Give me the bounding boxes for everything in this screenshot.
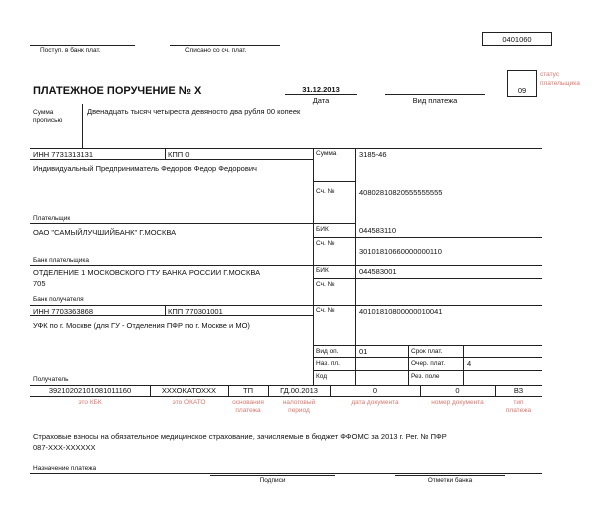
reserve-label: Рез. поле (411, 373, 440, 380)
kbk-value: 39210202101081011160 (48, 386, 132, 395)
code-label: Код (316, 373, 328, 380)
debited-line (170, 45, 280, 46)
amount-words-divider (82, 104, 83, 148)
debited-label: Списано со сч. плат. (185, 47, 247, 54)
payer-name: Индивидуальный Предприниматель Федоров Федор Федорович (33, 164, 257, 173)
status-value: 09 (517, 86, 527, 95)
rule-payer-kpp (165, 148, 166, 159)
status-note-1: статус (540, 71, 560, 78)
rule-fields-bottom (30, 396, 542, 397)
rule-payer-bank (30, 265, 542, 266)
rule-side-right (463, 345, 464, 385)
purpose-text-1: Страховые взносы на обязательное медицинское страхование, зачисляемые в бюджет ФФОМС за 2013 г. Рег. № ПФР (33, 432, 447, 441)
rule-bank-marks (395, 475, 505, 476)
payer-bank-name: ОАО "САМЫЙЛУЧШИЙБАНК" Г.МОСКВА (33, 228, 177, 237)
rule-main-left (313, 148, 314, 385)
amount-value: 3185-46 (359, 150, 387, 159)
purpose-label: Назначение платежа (33, 465, 97, 472)
okato-note: это ОКАТО (172, 399, 206, 406)
rule-recipient-kpp (165, 305, 166, 315)
doc-date-note: дата документа (351, 399, 399, 406)
page-title: ПЛАТЕЖНОЕ ПОРУЧЕНИЕ № Х (33, 85, 202, 97)
doc-number-note: номер документа (431, 399, 484, 406)
pay-type-value: ВЗ (513, 386, 524, 395)
rule-side-mid (408, 345, 409, 385)
date-value: 31.12.2013 (302, 85, 340, 94)
payer-corr-account: 30101810660000000110 (359, 247, 442, 256)
received-line (30, 45, 135, 46)
basis-value: ТП (243, 386, 253, 395)
op-type-value: 01 (359, 347, 368, 356)
recipient-name: УФК по г. Москве (для ГУ - Отделения ПФР по г. Москве и МО) (33, 321, 250, 330)
rule-purpose (30, 473, 542, 474)
rule-signatures (210, 475, 335, 476)
rule-recipient-bank (30, 305, 542, 306)
payment-type-line (385, 94, 485, 95)
kbk-note: это КБК (78, 399, 102, 406)
amount-words-label-2: прописью (33, 117, 63, 124)
bank-marks-label: Отметки банка (427, 477, 473, 484)
rule-payer-top (30, 148, 542, 149)
signatures-label: Подписи (259, 477, 286, 484)
recipient-account: 40101810800000010041 (359, 307, 443, 316)
recipient-bank-name-2: 705 (33, 279, 46, 288)
payer-account-label: Сч. № (316, 188, 335, 195)
recipient-label: Получатель (33, 376, 69, 383)
amount-words: Двенадцать тысяч четыреста девяносто два рубля 00 копеек (87, 107, 301, 116)
rule-code (313, 370, 542, 371)
basis-note-2: платежа (235, 407, 261, 414)
period-note-1: налоговый (282, 399, 316, 406)
recipient-bik-label: БИК (316, 267, 329, 274)
recipient-bank-label: Банк получателя (33, 296, 84, 303)
basis-note-1: основания (232, 399, 264, 406)
payer-bik: 044583110 (359, 226, 396, 235)
date-label: Дата (312, 96, 330, 105)
rule-main-right (355, 148, 356, 385)
doc-number-value: 0 (455, 386, 460, 395)
purpose-code-label: Наз. пл. (316, 360, 340, 367)
rule-bik2 (313, 278, 542, 279)
period-note-2: период (288, 407, 310, 414)
doc-date-value: 0 (372, 386, 378, 395)
due-date-label: Срок плат. (411, 348, 443, 355)
recipient-bank-name-1: ОТДЕЛЕНИЕ 1 МОСКОВСКОГО ГТУ БАНКА РОССИИ Г.МОСКВА (33, 268, 261, 277)
rule-payer-name (30, 223, 355, 224)
recipient-inn: ИНН 7703363868 (33, 307, 94, 316)
date-line (285, 94, 357, 95)
payer-account: 40802810820555555555 (359, 188, 443, 197)
pay-type-note-1: тип (513, 399, 524, 406)
amount-words-label-1: Сумма (33, 109, 54, 116)
payer-bik-label: БИК (316, 226, 329, 233)
payer-label: Плательщик (33, 215, 71, 222)
order-value: 4 (467, 359, 472, 368)
pay-type-note-2: платежа (505, 407, 532, 414)
period-value: ГД.00.2013 (280, 386, 318, 395)
status-note-2: плательщика (540, 80, 580, 87)
payment-type-label: Вид платежа (412, 96, 458, 105)
order-label: Очер. плат. (411, 360, 446, 367)
purpose-text-2: 087-ХХХ-ХХХХХХ (33, 443, 96, 452)
amount-label: Сумма (316, 150, 337, 157)
op-type-label: Вид оп. (316, 348, 339, 355)
rule-optype (313, 345, 542, 346)
recipient-account-label: Сч. № (316, 307, 335, 314)
received-label: Поступ. в банк плат. (40, 47, 101, 54)
recipient-kpp: КПП 770301001 (168, 307, 223, 316)
recipient-bik: 044583001 (359, 267, 397, 276)
payer-inn: ИНН 7731313131 (33, 150, 94, 159)
rule-bik1 (313, 237, 542, 238)
payer-kpp: КПП 0 (168, 150, 190, 159)
rule-purpose-code (313, 357, 542, 358)
payer-corr-label: Сч. № (316, 240, 335, 247)
form-code: 0401060 (502, 35, 532, 44)
rule-inn-row (30, 159, 313, 160)
rule-amount (313, 181, 355, 182)
okato-value: ХХХОКАТОХХХ (161, 386, 217, 395)
recipient-corr-label: Сч. № (316, 281, 335, 288)
payer-bank-label: Банк плательщика (33, 257, 89, 264)
